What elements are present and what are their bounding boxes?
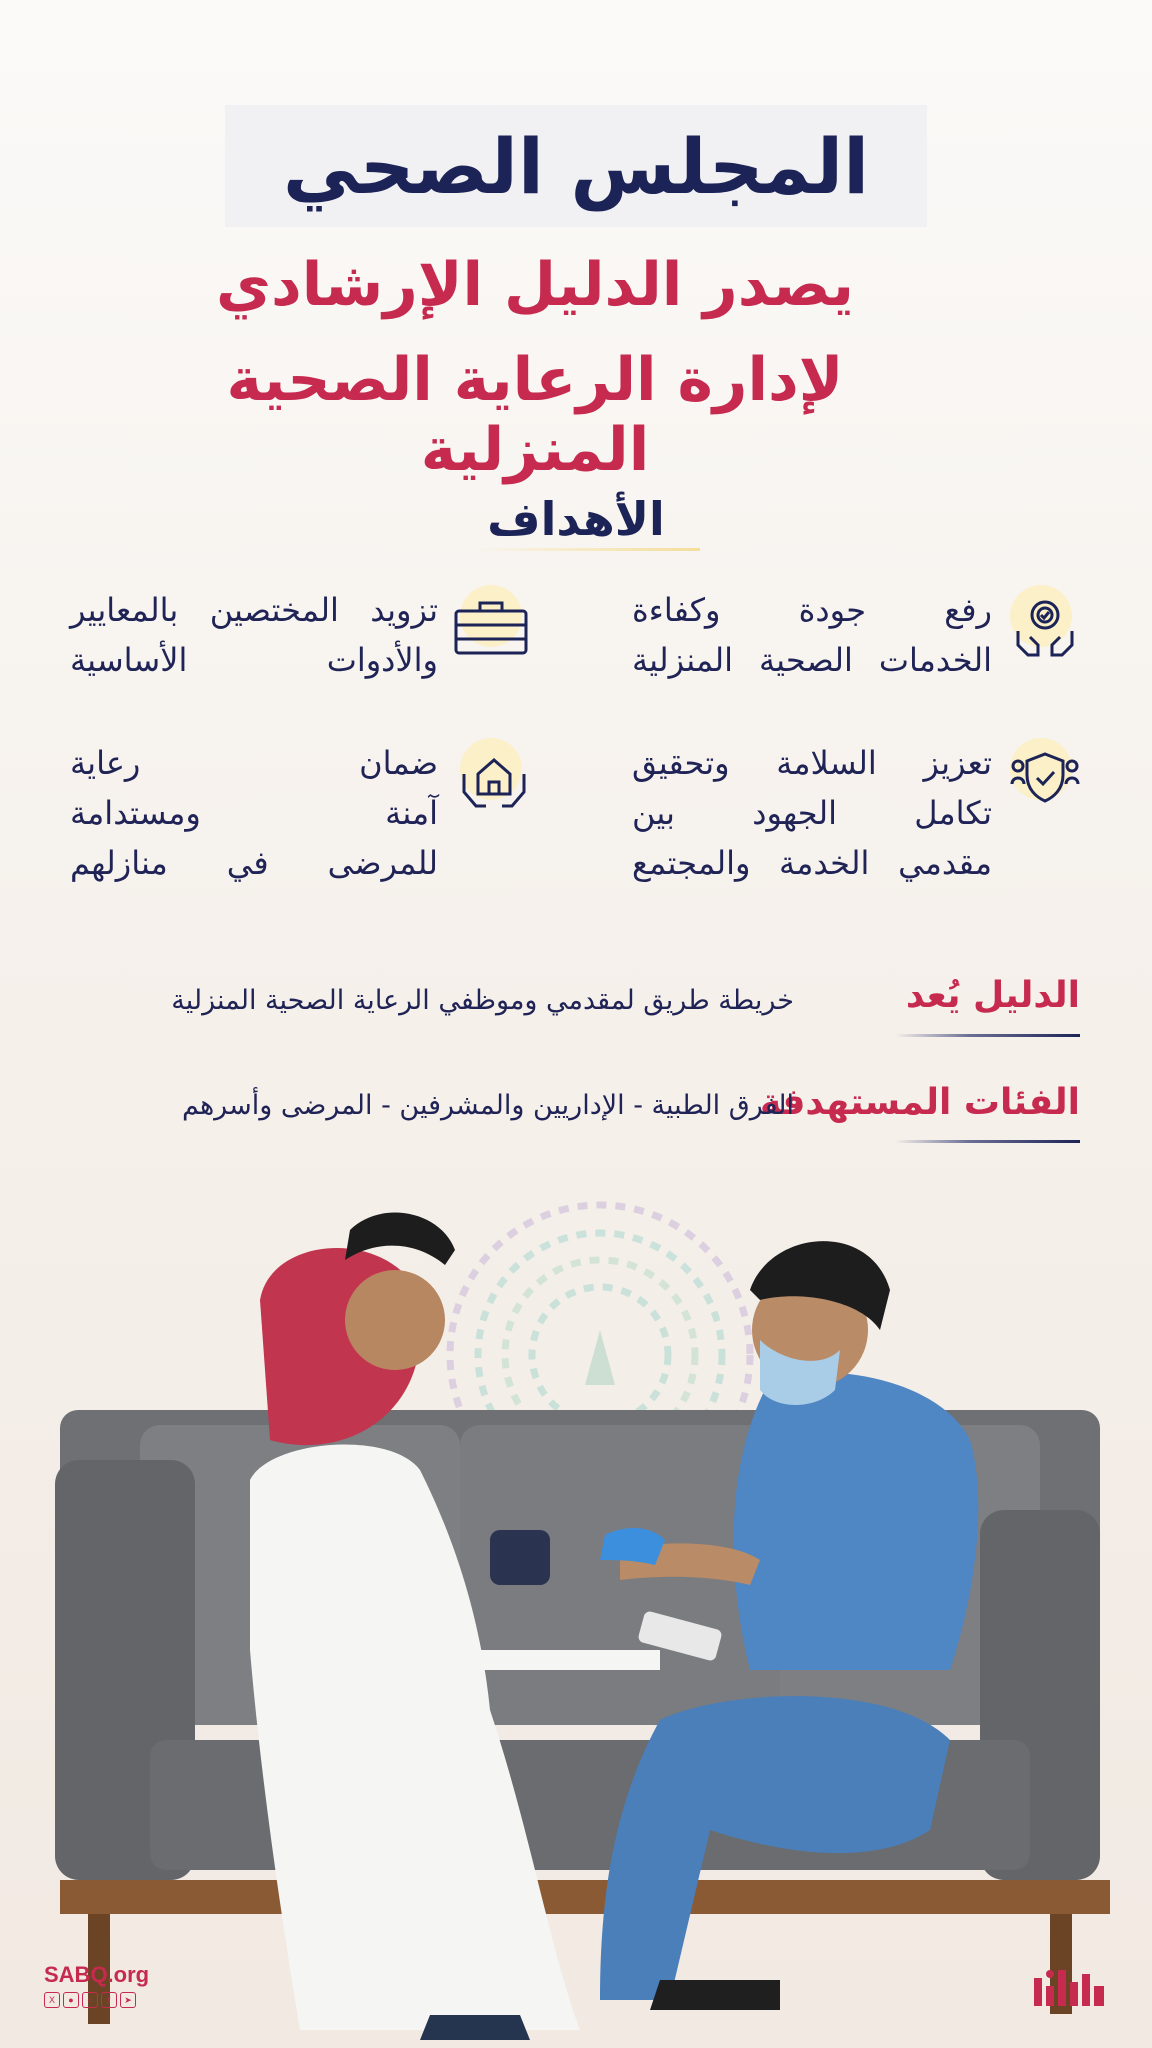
subtitle-line-1: يصدر الدليل الإرشادي [215,250,855,320]
snapchat-icon[interactable]: ● [63,1992,79,2008]
goal-line: تزويد المختصين بالمعايير [70,591,438,629]
goal-item [630,585,1080,685]
goal-line: رفع جودة وكفاءة [632,591,992,629]
guide-label: الدليل يُعد [905,975,1080,1016]
goal-line: والأدوات الأساسية [70,641,438,679]
home-care-illustration [0,1180,1152,2048]
page-title: المجلس الصحي [282,121,870,211]
title-banner [225,105,927,227]
goal-line: تكامل الجهود بين [632,794,992,832]
guide-underline [895,1034,1080,1037]
goals-heading: الأهداف [487,492,665,546]
goal-line: ضمان رعاية [70,744,438,782]
goal-item [70,585,530,685]
social-icons [44,1992,136,2008]
subtitle-line-2: لإدارة الرعاية الصحية المنزلية [226,345,844,485]
shield-people-icon [1010,744,1080,814]
briefcase-icon [452,591,530,661]
goal-line: تعزيز السلامة وتحقيق [632,744,992,782]
x-icon[interactable]: X [44,1992,60,2008]
goal-item [630,738,1080,898]
sabq-logo [1030,1960,1108,2010]
goal-line: مقدمي الخدمة والمجتمع [632,844,992,882]
award-hands-icon [1010,591,1080,661]
instagram-icon[interactable]: ○ [82,1992,98,2008]
guide-text: خريطة طريق لمقدمي وموظفي الرعاية الصحية المنزلية [171,985,794,1016]
goals-underline [470,548,700,551]
goal-line: الخدمات الصحية المنزلية [632,641,992,679]
telegram-icon[interactable]: ➤ [120,1992,136,2008]
goal-item [70,738,530,898]
site-name: SABQ.org [44,1962,150,1987]
audience-text: الفرق الطبية - الإداريين والمشرفين - المرضى وأسرهم [181,1090,794,1121]
audience-label: الفئات المستهدفة [760,1082,1080,1123]
house-hands-icon [458,744,530,814]
goal-line: آمنة ومستدامة [70,794,438,832]
audience-underline [895,1140,1080,1143]
goal-line: للمرضى في منازلهم [70,844,438,882]
facebook-icon[interactable]: f [101,1992,117,2008]
